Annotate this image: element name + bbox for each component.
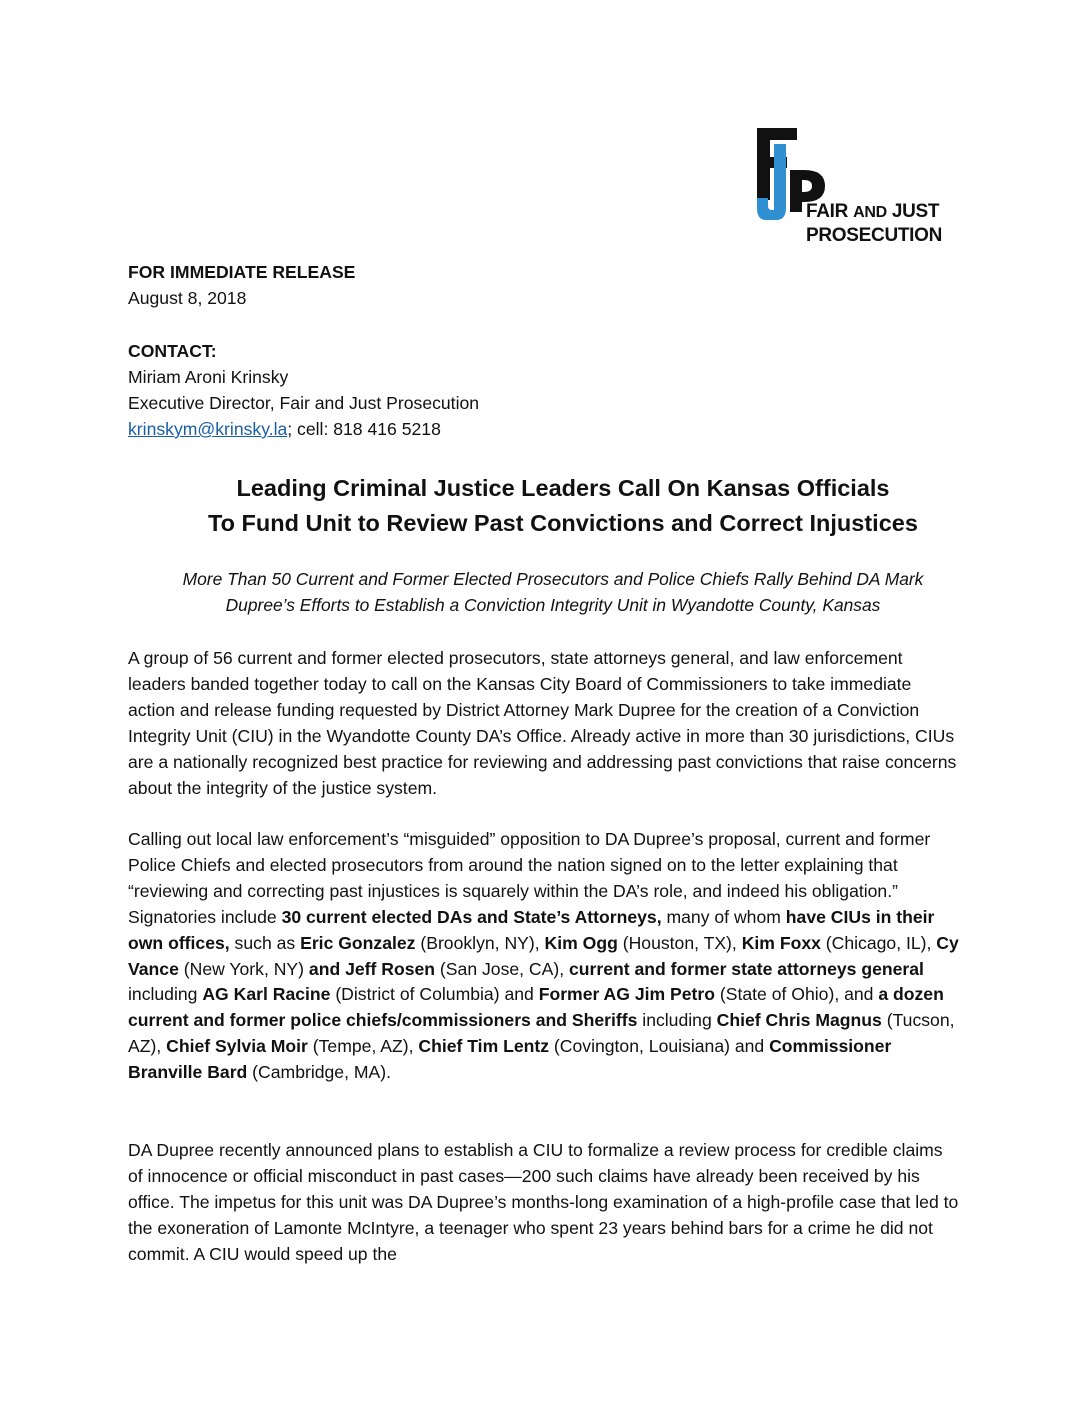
p2-text: (San Jose, CA), [435, 958, 570, 979]
logo-word-fair: FAIR [806, 201, 849, 222]
p2-bold: Eric Gonzalez [300, 932, 416, 953]
body-paragraph-1: A group of 56 current and former elected prosecutors, state attorneys general, and law enforcement leaders banded together today to call on the Kansas City Board of Commissioners to take immediate action and release funding requested by District Attorney Mark Dupree for the creation of a Conviction Integrity Unit (CIU) in the Wyandotte County DA’s Office. Already active in more than 30 jurisdictions, CIUs are a nationally recognized best practice for reviewing and addressing past convictions that raise concerns about the integrity of the justice system. [128, 648, 957, 798]
headline-line-2: To Fund Unit to Review Past Convictions and Correct Injustices [208, 510, 918, 536]
logo-wordmark [806, 200, 942, 247]
subhead-line-1: More Than 50 Current and Former Elected Prosecutors and Police Chiefs Rally Behind DA Mark [182, 569, 924, 589]
p2-bold: and Jeff Rosen [308, 958, 436, 979]
p2-bold: 30 current elected DAs and State’s Attorneys, [281, 906, 662, 927]
logo-word-just: JUST [891, 201, 940, 222]
p2-text: (Tucson, AZ), [128, 1010, 955, 1057]
p2-text: (State of Ohio), and [715, 984, 879, 1005]
p2-text: Calling out local law enforcement’s “misguided” opposition to DA Dupree’s proposal, current and former Police Chiefs and elected prosecutors from around the nation signed on to the letter explaining that “reviewing and correcting past injustices is squarely within the DA’s role, and indeed his obligation.” Signatories include [128, 829, 931, 927]
p2-bold: a dozen current and former police chiefs/commissioners and Sheriffs [128, 984, 944, 1031]
p2-text: such as [229, 932, 301, 953]
p2-bold: current and former state attorneys general [569, 958, 924, 979]
release-label: FOR IMMEDIATE RELEASE [128, 262, 356, 282]
headline-line-1: Leading Criminal Justice Leaders Call On Kansas Officials [236, 475, 890, 501]
p2-text: (New York, NY) [178, 958, 309, 979]
subhead-line-2: Dupree’s Efforts to Establish a Conviction Integrity Unit in Wyandotte County, Kansas [225, 595, 881, 615]
p2-bold: Chief Tim Lentz [418, 1036, 550, 1057]
release-date: August 8, 2018 [128, 288, 247, 308]
body-paragraph-3: DA Dupree recently announced plans to establish a CIU to formalize a review process for credible claims of innocence or official misconduct in past cases—200 such claims have already been received by his office. The impetus for this unit was DA Dupree’s months-long examination of a high-profile case that led to the exoneration of Lamonte McIntyre, a teenager who spent 23 years behind bars for a crime he did not commit. A CIU would speed up the [128, 1140, 959, 1264]
contact-email-link[interactable]: krinskym@krinsky.la [128, 419, 288, 439]
p2-text: including [128, 984, 203, 1005]
p2-text: including [637, 1010, 717, 1031]
contact-cell: ; cell: 818 416 5218 [287, 419, 441, 439]
p2-text: (District of Columbia) and [330, 984, 539, 1005]
contact-line [128, 417, 958, 443]
p2-bold: Chief Sylvia Moir [166, 1036, 308, 1057]
p2-text: (Chicago, IL), [820, 932, 937, 953]
p2-bold: AG Karl Racine [202, 984, 331, 1005]
p2-text: (Tempe, AZ), [307, 1036, 419, 1057]
p2-text: (Cambridge, MA). [247, 1062, 392, 1083]
p2-text: (Brooklyn, NY), [415, 932, 545, 953]
p2-bold: Cy Vance [128, 932, 959, 979]
contact-label: CONTACT: [128, 341, 217, 361]
p2-bold: Kim Ogg [544, 932, 618, 953]
contact-name: Miriam Aroni Krinsky [128, 367, 289, 387]
p2-text: many of whom [661, 906, 786, 927]
p2-text: (Covington, Louisiana) and [549, 1036, 770, 1057]
p2-text: (Houston, TX), [617, 932, 742, 953]
body-paragraph-2 [128, 827, 960, 1086]
logo-line-1 [806, 200, 942, 224]
p2-bold: Commissioner Branville Bard [128, 1036, 892, 1083]
p2-bold: have CIUs in their own offices, [128, 906, 935, 953]
p2-bold: Chief Chris Magnus [716, 1010, 882, 1031]
contact-title: Executive Director, Fair and Just Prosecution [128, 393, 480, 413]
logo-word-and: AND [853, 204, 887, 221]
logo-line-2: PROSECUTION [806, 225, 943, 246]
p2-bold: Kim Foxx [741, 932, 821, 953]
p2-bold: Former AG Jim Petro [538, 984, 716, 1005]
